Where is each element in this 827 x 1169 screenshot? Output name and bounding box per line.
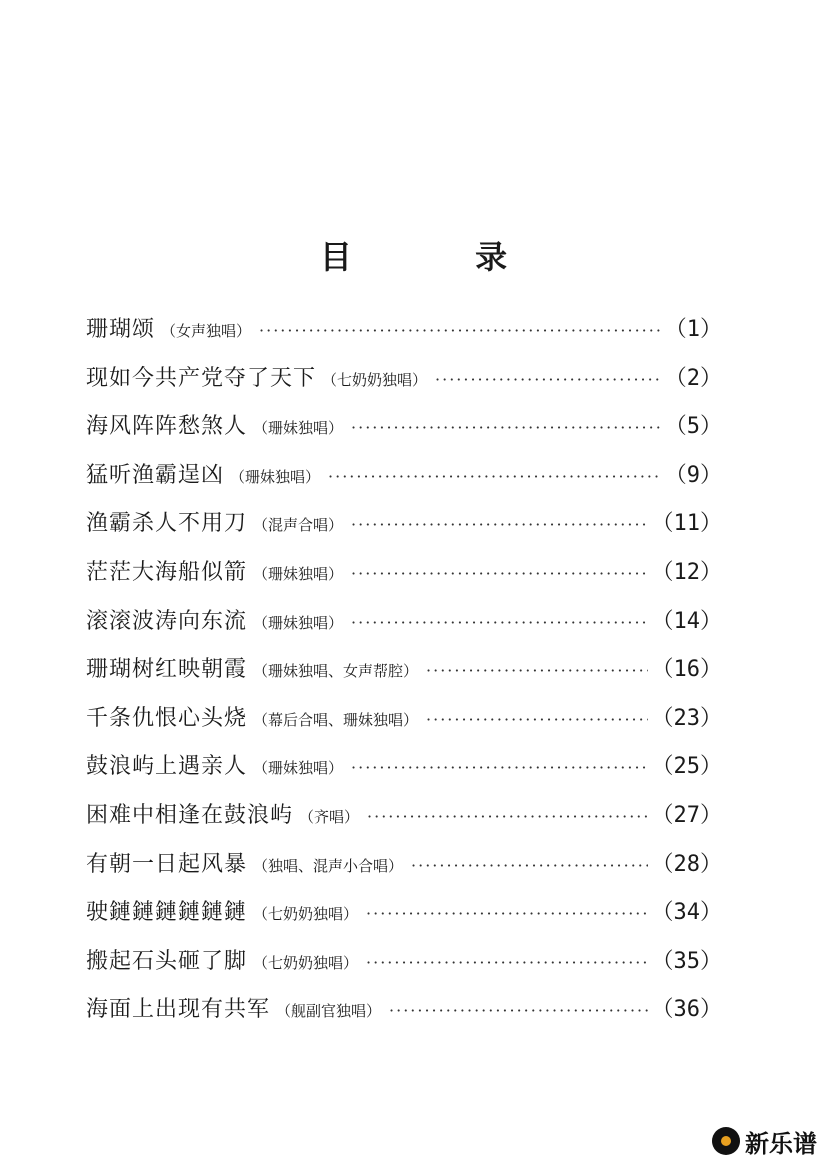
toc-entry-title: 茫茫大海船似箭: [86, 559, 248, 585]
toc-entry-page: （34）: [651, 900, 722, 926]
toc-entry-note: （珊妹独唱）: [253, 419, 344, 438]
toc-dot-leader: [389, 1001, 647, 1020]
toc-entry: [86, 361, 722, 410]
toc-dot-leader: [351, 515, 647, 534]
toc-entry-title: 千条仇恨心头烧: [86, 705, 248, 731]
toc-entry-title: 现如今共产党夺了天下: [86, 365, 317, 391]
toc-dot-leader: [351, 613, 647, 632]
toc-entry: [86, 944, 722, 993]
toc-entry-page: （1）: [664, 317, 722, 342]
toc-entry-title: 困难中相逢在鼓浪屿: [86, 802, 294, 828]
toc-entry-page: （27）: [651, 802, 722, 828]
toc-entry: [86, 847, 722, 896]
toc-entry-title: 珊瑚颂: [86, 317, 156, 342]
toc-entry-page: （14）: [651, 608, 722, 634]
toc-entry-page: （23）: [651, 705, 722, 731]
logo-text: 新乐谱: [745, 1129, 817, 1158]
toc-entry-note: （珊妹独唱、女声帮腔）: [253, 662, 419, 681]
toc-entry-page: （5）: [664, 414, 722, 440]
toc-dot-leader: [426, 661, 647, 680]
toc-entry-note: （七奶奶独唱）: [253, 953, 359, 972]
toc-entry-title: 海风阵阵愁煞人: [86, 414, 248, 440]
toc-entry: [86, 506, 722, 555]
watermark-logo: [712, 1121, 817, 1161]
toc-dot-leader: [435, 370, 661, 389]
toc-entry-note: （舰副官独唱）: [276, 1002, 382, 1021]
toc-dot-leader: [426, 710, 647, 729]
toc-entry: [86, 458, 722, 507]
toc-dot-leader: [351, 418, 661, 437]
toc-entry-title: 猛听渔霸逞凶: [86, 462, 225, 488]
toc-entry-note: （齐唱）: [299, 807, 360, 826]
toc-entry: [86, 701, 722, 750]
toc-entry: [86, 992, 722, 1041]
toc-dot-leader: [366, 953, 647, 972]
toc-dot-leader: [351, 564, 647, 583]
toc-dot-leader: [328, 467, 661, 486]
toc-entry: [86, 555, 722, 604]
record-disc-icon: [712, 1127, 740, 1155]
toc-dot-leader: [351, 758, 647, 777]
toc-entry-page: （2）: [664, 365, 722, 391]
toc-entry-title: 驶鏈鏈鏈鏈鏈鏈: [86, 900, 248, 926]
toc-entry: [86, 312, 722, 361]
table-of-contents: [86, 312, 722, 1041]
toc-entry-page: （36）: [651, 997, 722, 1023]
toc-entry-page: （25）: [651, 754, 722, 780]
toc-entry-page: （12）: [651, 559, 722, 585]
toc-dot-leader: [366, 904, 647, 923]
toc-entry: [86, 604, 722, 653]
toc-entry-note: （幕后合唱、珊妹独唱）: [253, 710, 419, 729]
toc-entry: [86, 798, 722, 847]
toc-entry-note: （混声合唱）: [253, 516, 344, 535]
toc-entry: [86, 409, 722, 458]
toc-dot-leader: [411, 856, 647, 875]
toc-entry-page: （11）: [651, 511, 722, 537]
toc-dot-leader: [367, 807, 647, 826]
toc-entry-page: （16）: [651, 657, 722, 683]
toc-entry-note: （珊妹独唱）: [230, 467, 321, 486]
toc-entry-title: 海面上出现有共军: [86, 997, 271, 1023]
toc-entry-title: 渔霸杀人不用刀: [86, 511, 248, 537]
toc-entry: [86, 749, 722, 798]
toc-entry: [86, 652, 722, 701]
toc-entry-title: 有朝一日起风暴: [86, 851, 248, 877]
toc-entry-title: 珊瑚树红映朝霞: [86, 657, 248, 683]
toc-entry-page: （28）: [651, 851, 722, 877]
toc-entry-title: 鼓浪屿上遇亲人: [86, 754, 248, 780]
toc-entry-page: （9）: [664, 462, 722, 488]
toc-entry-note: （独唱、混声小合唱）: [253, 856, 404, 875]
toc-dot-leader: [259, 321, 661, 340]
page-title: 目 录: [319, 238, 564, 276]
toc-entry-title: 滚滚波涛向东流: [86, 608, 248, 634]
toc-entry-note: （珊妹独唱）: [253, 564, 344, 583]
toc-entry-note: （珊妹独唱）: [253, 613, 344, 632]
toc-entry-note: （珊妹独唱）: [253, 759, 344, 778]
toc-entry-page: （35）: [651, 948, 722, 974]
toc-entry-note: （七奶奶独唱）: [253, 905, 359, 924]
toc-entry-note: （七奶奶独唱）: [322, 370, 428, 389]
toc-entry: [86, 895, 722, 944]
toc-entry-note: （女声独唱）: [161, 322, 252, 340]
toc-entry-title: 搬起石头砸了脚: [86, 948, 248, 974]
